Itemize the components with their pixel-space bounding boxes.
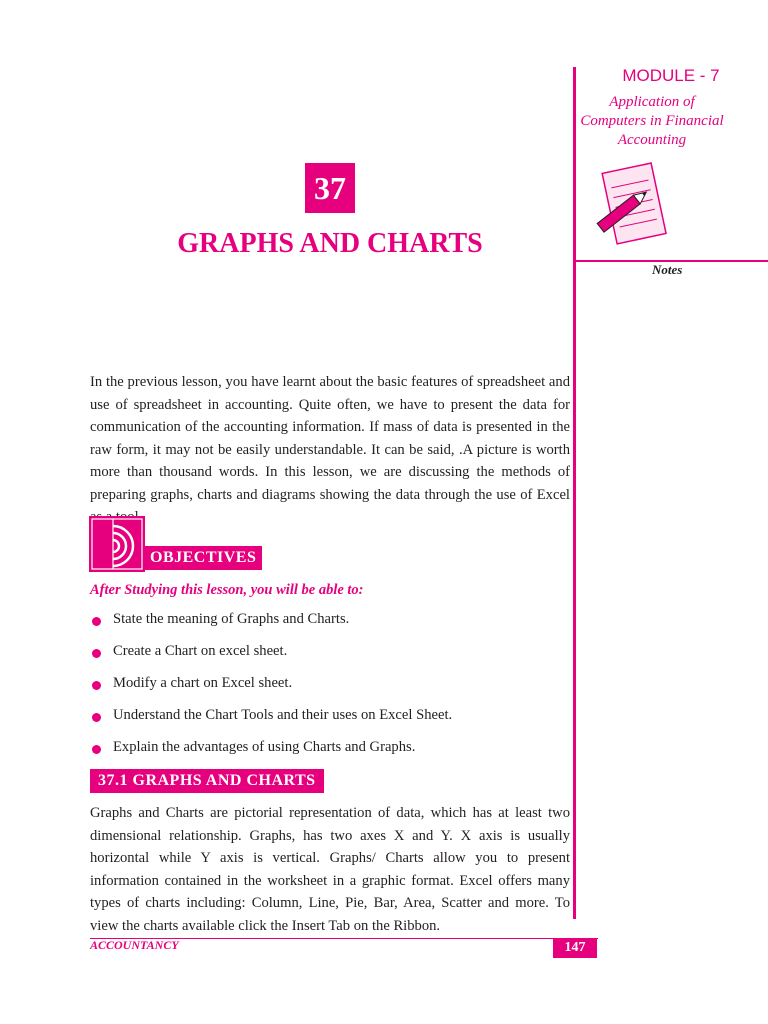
- objectives-list: [90, 611, 452, 771]
- bullet-icon: [92, 713, 101, 722]
- page-number: 147: [553, 938, 597, 958]
- bullet-icon: [92, 649, 101, 658]
- list-item: Explain the advantages of using Charts and Graphs.: [90, 739, 452, 771]
- objectives-intro: After Studying this lesson, you will be able to:: [90, 582, 364, 598]
- bullet-icon: [92, 681, 101, 690]
- section-paragraph: Graphs and Charts are pictorial representation of data, which has at least two dimensional relationship. Graphs, has two axes X and Y. X axis is usually horizontal while Y axis is vertical. Graphs/ Charts allow you to present information contained in the worksheet in a graphic format. Excel offers many types of charts including: Column, Line, Pie, Bar, Area, Scatter and more. To view the charts available click the Insert Tab on the Ribbon.: [90, 805, 570, 934]
- module-subtitle: Application of Computers in Financial Accounting: [580, 94, 724, 148]
- notepad-pencil-icon: [592, 158, 672, 263]
- notes-label: Notes: [652, 262, 683, 277]
- list-item: Modify a chart on Excel sheet.: [90, 675, 452, 707]
- list-item: State the meaning of Graphs and Charts.: [90, 611, 452, 643]
- objectives-heading: OBJECTIVES: [144, 546, 262, 570]
- objectives-target-icon: [89, 516, 145, 577]
- chapter-number: 37: [305, 163, 355, 213]
- section-heading: 37.1 GRAPHS AND CHARTS: [90, 769, 324, 793]
- list-item: Understand the Chart Tools and their uses on Excel Sheet.: [90, 707, 452, 739]
- list-item: Create a Chart on excel sheet.: [90, 643, 452, 675]
- intro-paragraph: In the previous lesson, you have learnt about the basic features of spreadsheet and use of spreadsheet in accounting. Quite often, we have to present the data for communication of the accounting information. If mass of data is presented in the raw form, it may not be easily understandable. It can be said, .A picture is worth more than thousand words. In this lesson, we are discussing the methods of preparing graphs, charts and diagrams showing the data through the use of Excel: [90, 374, 570, 503]
- chapter-title: GRAPHS AND CHARTS: [177, 228, 483, 259]
- bullet-icon: [92, 617, 101, 626]
- module-title: MODULE - 7: [622, 66, 720, 85]
- margin-vertical-rule: [573, 67, 576, 919]
- footer-subject: ACCOUNTANCY: [90, 938, 179, 952]
- bullet-icon: [92, 745, 101, 754]
